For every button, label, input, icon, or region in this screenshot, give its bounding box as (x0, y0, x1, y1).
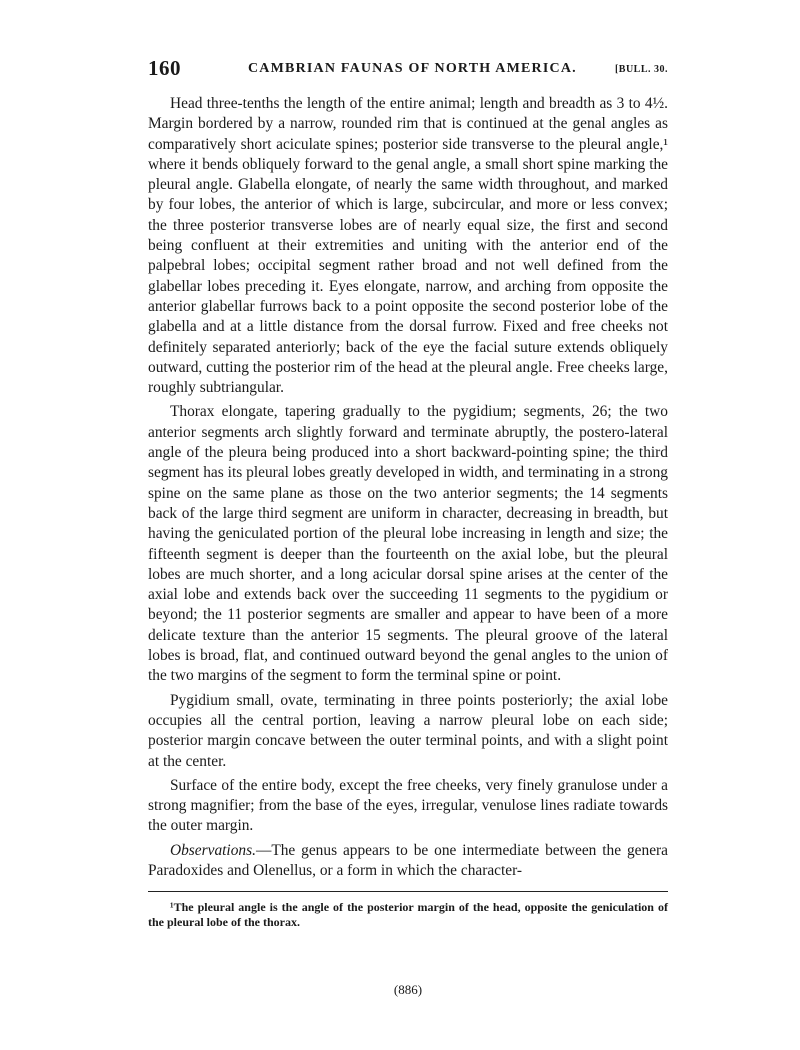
running-title: CAMBRIAN FAUNAS OF NORTH AMERICA. (248, 61, 577, 76)
folio-number: (886) (393, 982, 423, 997)
paragraph-thorax: Thorax elongate, tapering gradually to the pygidium; segments, 26; the two anterior segments arch slightly forward and terminate abruptly, the postero-lateral angle of the pleura being produced into a short backward-pointing spine; the third segment has its pleural lobes greatly developed in width, and terminating in a strong spine on the same plane as those on the two anterior segments; the 14 segments back of the large third segment are uniform in character, decreasing in breadth, but having the geniculated portion of the pleural lobe increasing in length and size; the fifteenth segment is deeper than the fourteenth on the axial lobe, but the pleural lobes are much shorter, and a long acicular dorsal spine arises at the center of the axial lobe and extends back over the succeeding 11 segments to the pygidium or beyond; the 11 posterior segments are smaller and appear to have been of a more delicate texture than the anterior 15 segments. The pleural groove of the lateral lobes is broad, flat, and continued outward beyond the genal angles to the union of the two margins of the segment to form the terminal spine or point. (148, 403, 668, 685)
running-header (148, 56, 668, 86)
body-text (148, 94, 668, 881)
bulletin-reference: [BULL. 30. (614, 64, 668, 75)
book-page (148, 56, 668, 930)
observations-label: Observations. (170, 841, 256, 859)
observations-text: —The genus appears to be one intermediate between the genera Paradoxides and Olenellus, or a form in which the character- (148, 841, 668, 879)
footnote: ¹The pleural angle is the angle of the posterior margin of the head, opposite the geniculation of the pleural lobe of the thorax. (148, 900, 668, 930)
paragraph-head: Head three-tenths the length of the entire animal; length and breadth as 3 to 4½. Margin bordered by a narrow, rounded rim that is continued at the genal angles as comparatively short aciculate spines; posterior side transverse to the pleural angle,¹ where it bends obliquely forward to the genal angle, a small short spine marking the pleural angle. Glabella elongate, of nearly the same width throughout, and marked by four lobes, the anterior of which is large, subcircular, and more or less convex; the three posterior transverse lobes are of nearly equal size, the first and second being confluent at their extremities and uniting with the anterior end of the palpebral lobes; occipital segment rather broad and not well defined from the glabellar lobes preceding it. Eyes elongate, narrow, and arching from opposite the anterior glabellar furrows back to a point opposite the second posterior lobe of the glabella and at a little distance from the dorsal furrow. Fixed and free cheeks not definitely separated anteriorly; back of the eye the facial suture extends obliquely outward, cutting the posterior rim of the head at the pleural angle. Free cheeks large, roughly subtriangular. (148, 95, 668, 397)
page-number: 160 (148, 56, 181, 80)
paragraph-surface: Surface of the entire body, except the free cheeks, very finely granulose under a strong magnifier; from the base of the eyes, irregular, venulose lines radiate towards the outer margin. (148, 776, 668, 835)
footnote-divider (148, 891, 668, 892)
paragraph-pygidium: Pygidium small, ovate, terminating in three points posteriorly; the axial lobe occupies all the central portion, leaving a narrow pleural lobe on each side; posterior margin concave between the outer terminal points, and with a slight point at the center. (148, 691, 668, 770)
paragraph-observations (148, 841, 668, 882)
